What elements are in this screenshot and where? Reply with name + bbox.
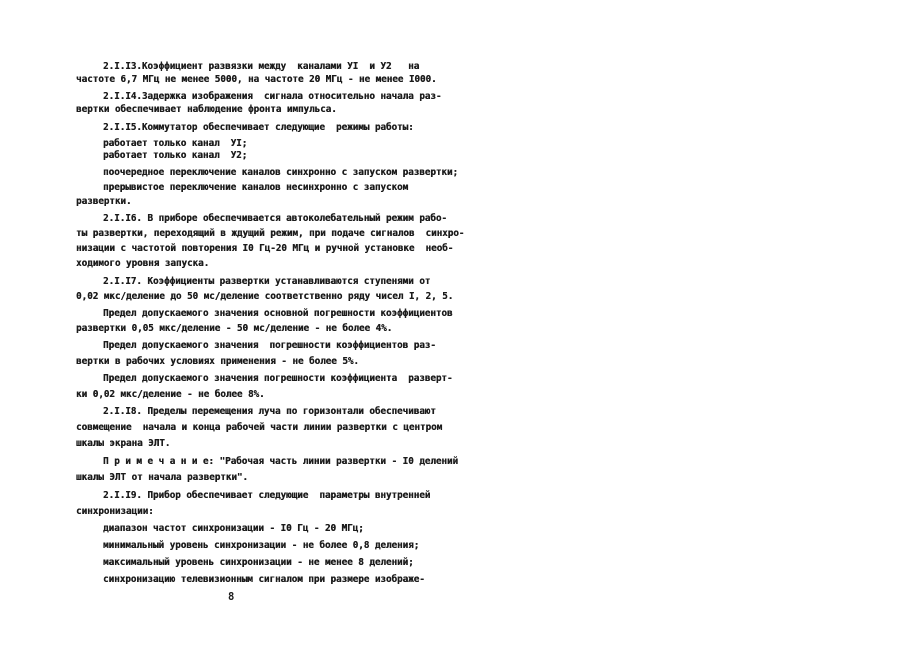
text-line: синхронизации: xyxy=(76,506,154,517)
text-line: максимальный уровень синхронизации - не менее 8 делений; xyxy=(103,557,414,568)
text-line: 2.I.I7. Коэффициенты развертки устанавливаются ступенями от xyxy=(103,276,431,287)
text-line: 2.I.I4.Задержка изображения сигнала относительно начала раз- xyxy=(103,91,442,102)
text-line: развертки. xyxy=(76,196,132,207)
text-line: развертки 0,05 мкс/деление - 50 мс/деление - не более 4%. xyxy=(76,323,393,334)
text-line: 2.I.I9. Прибор обеспечивает следующие параметры внутренней xyxy=(103,490,431,501)
text-line: ки 0,02 мкс/деление - не более 8%. xyxy=(76,389,265,400)
text-line: поочередное переключение каналов синхронно с запуском развертки; xyxy=(103,167,459,178)
text-line: низации с частотой повторения I0 Гц-20 МГц и ручной установке необ- xyxy=(76,243,454,254)
text-line: диапазон частот синхронизации - I0 Гц - 20 МГц; xyxy=(103,523,364,534)
text-line: ты развертки, переходящий в ждущий режим, при подаче сигналов синхро- xyxy=(76,228,465,239)
text-line: частоте 6,7 МГц не менее 5000, на частоте 20 МГц - не менее I000. xyxy=(76,74,437,85)
text-line: 2.I.I3.Коэффициент развязки между каналами УI и У2 на xyxy=(103,61,420,72)
text-line: 0,02 мкс/деление до 50 мс/деление соответственно ряду чисел I, 2, 5. xyxy=(76,291,454,302)
text-line: шкалы ЭЛТ от начала развертки". xyxy=(76,472,248,483)
text-line: Предел допускаемого значения основной погрешности коэффициентов xyxy=(103,308,453,319)
text-line: 2.I.I8. Пределы перемещения луча по горизонтали обеспечивают xyxy=(103,406,436,417)
text-line: работает только канал УI; xyxy=(103,138,248,149)
text-line: минимальный уровень синхронизации - не более 0,8 деления; xyxy=(103,540,420,551)
text-line: синхронизацию телевизионным сигналом при размере изображе- xyxy=(103,574,425,585)
text-line: Предел допускаемого значения погрешности коэффициентов раз- xyxy=(103,340,436,351)
text-line: П р и м е ч а н и е: "Рабочая часть линии развертки - I0 делений xyxy=(103,456,459,467)
text-line: 2.I.I6. В приборе обеспечивается автоколебательный режим рабо- xyxy=(103,213,447,224)
text-line: работает только канал У2; xyxy=(103,150,248,161)
text-line: вертки в рабочих условиях применения - не более 5%. xyxy=(76,356,359,367)
text-line: ходимого уровня запуска. xyxy=(76,258,210,269)
text-line: шкалы экрана ЭЛТ. xyxy=(76,438,171,449)
text-line: прерывистое переключение каналов несинхронно с запуском xyxy=(103,182,409,193)
text-line: Предел допускаемого значения погрешности коэффициента разверт- xyxy=(103,373,453,384)
text-line: 2.I.I5.Коммутатор обеспечивает следующие режимы работы: xyxy=(103,122,414,133)
page-number: 8 xyxy=(228,591,235,603)
text-line: вертки обеспечивает наблюдение фронта импульса. xyxy=(76,104,337,115)
text-line: совмещение начала и конца рабочей части линии развертки с центром xyxy=(76,422,443,433)
